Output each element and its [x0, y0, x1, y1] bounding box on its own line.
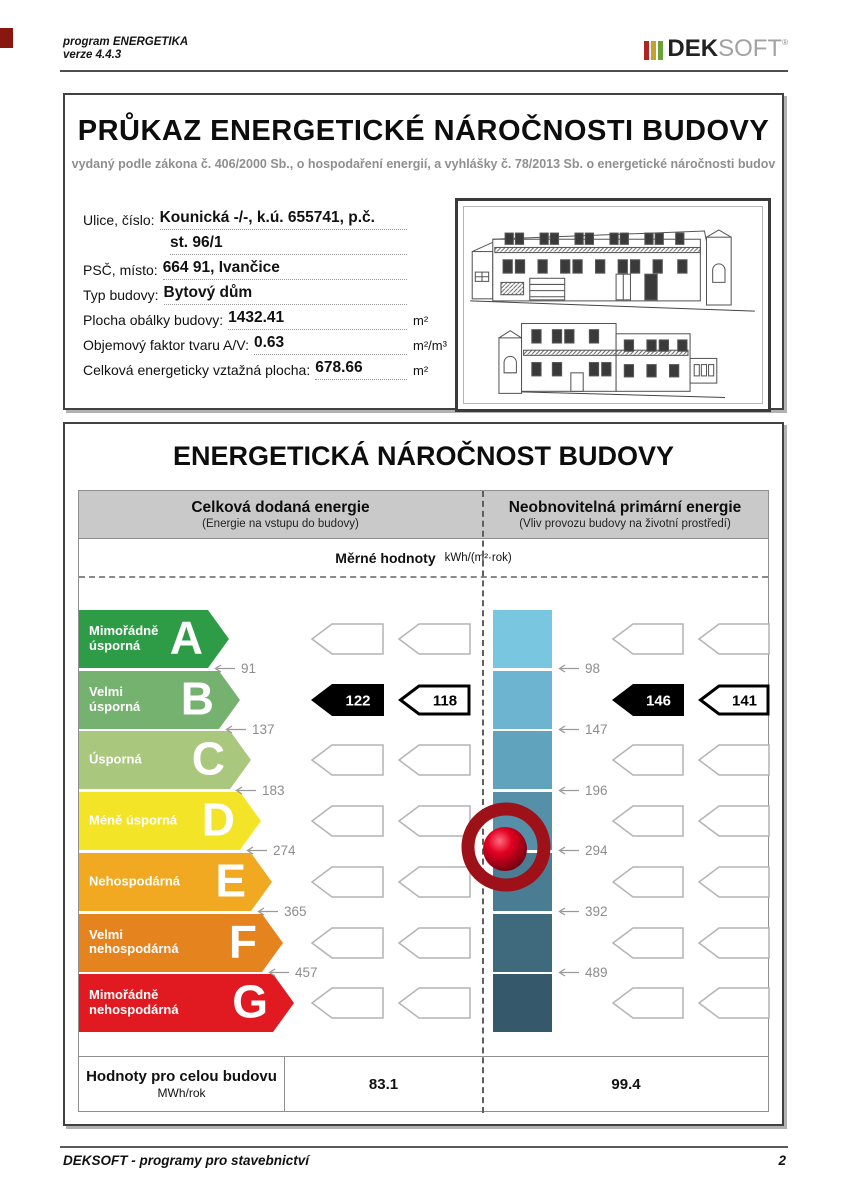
empty-arrow-icon	[612, 927, 684, 959]
field-value: 1432.41	[228, 309, 407, 330]
rating-arrow-slot	[612, 744, 684, 781]
energy-class-label: Méně úsporná	[89, 812, 178, 828]
left-arrow-icon	[212, 664, 236, 673]
delivered-energy-value-arrow	[311, 684, 384, 721]
right-column-header	[482, 491, 768, 538]
threshold-value: 457	[295, 964, 318, 980]
building-field-row	[83, 355, 461, 380]
rating-arrow-slot	[698, 744, 770, 781]
rating-arrow-slot	[612, 623, 684, 660]
logo-bar-yellow	[651, 41, 656, 60]
threshold-left-label	[233, 783, 285, 798]
left-arrow-icon	[556, 664, 580, 673]
energy-class-label: Velmi nehospodárná	[89, 926, 179, 957]
whole-building-unit: MWh/rok	[157, 1086, 206, 1100]
empty-arrow-icon	[698, 987, 770, 1019]
rating-arrow-slot	[698, 866, 770, 903]
whole-building-label-cell	[79, 1057, 285, 1111]
field-unit: m²	[413, 313, 429, 328]
page-number: 2	[778, 1153, 786, 1168]
threshold-value: 137	[252, 722, 275, 738]
empty-arrow-icon	[612, 623, 684, 655]
delivered-energy-reference-arrow	[398, 684, 471, 721]
scale-segment	[493, 671, 552, 729]
energy-band-b	[79, 671, 240, 729]
rating-arrow-slot	[311, 987, 384, 1024]
energy-class-letter: C	[191, 732, 225, 785]
document-subtitle: vydaný podle zákona č. 406/2000 Sb., o hospodaření energií, a vyhlášky č. 78/2013 Sb. o energetické náročnosti budov	[71, 157, 776, 171]
units-label: Měrné hodnoty	[335, 549, 436, 566]
field-value: 0.63	[254, 334, 407, 355]
empty-arrow-icon	[311, 866, 384, 898]
whole-building-value-left: 83.1	[368, 1075, 399, 1093]
threshold-left-label	[266, 965, 318, 980]
empty-arrow-icon	[612, 866, 684, 898]
logo-text-soft: SOFT	[718, 35, 783, 62]
building-field-row	[83, 330, 461, 355]
energy-class-letter: G	[232, 975, 268, 1028]
empty-arrow-icon	[311, 987, 384, 1019]
threshold-left-label	[223, 722, 275, 737]
threshold-value: 294	[585, 843, 608, 859]
program-version: verze 4.4.3	[63, 49, 122, 61]
right-column-title: Neobnovitelná primární energie	[508, 499, 742, 516]
scale-segment	[493, 974, 552, 1032]
rating-arrow-slot	[311, 927, 384, 964]
threshold-left-label	[212, 661, 256, 676]
threshold-right-label	[556, 965, 608, 980]
left-column-title: Celková dodaná energie	[191, 499, 370, 516]
field-unit	[407, 278, 461, 280]
threshold-right-label	[556, 904, 608, 919]
rating-arrow-slot	[311, 744, 384, 781]
energy-class-letter: F	[228, 914, 257, 967]
building-drawing-frame	[455, 198, 771, 412]
title-box	[63, 93, 784, 410]
left-arrow-icon	[233, 786, 257, 795]
field-label: Plocha obálky budovy:	[83, 312, 224, 328]
field-label: Objemový faktor tvaru A/V:	[83, 337, 249, 353]
rating-arrow-slot	[698, 623, 770, 660]
field-value: st. 96/1	[170, 234, 407, 255]
registered-mark-icon: ®	[782, 38, 788, 47]
energy-band-e	[79, 853, 272, 911]
threshold-left-label	[244, 843, 296, 858]
logo-bar-green	[658, 41, 663, 60]
value-arrow-reference-icon	[698, 684, 770, 716]
field-label: Typ budovy:	[83, 287, 159, 303]
threshold-value: 196	[585, 782, 608, 798]
empty-arrow-icon	[398, 987, 471, 1019]
rating-arrow-slot	[698, 805, 770, 842]
footer-rule	[60, 1146, 788, 1148]
energy-class-label: Mimořádně úsporná	[89, 623, 159, 653]
threshold-value: 489	[585, 964, 608, 980]
svg-text:146: 146	[645, 692, 672, 710]
rating-arrow-slot	[698, 987, 770, 1024]
energy-class-letter: B	[180, 672, 214, 725]
left-column-header	[79, 491, 482, 538]
primary-energy-reference-arrow	[698, 684, 770, 721]
field-unit	[407, 303, 461, 305]
threshold-value: 365	[284, 904, 307, 920]
empty-arrow-icon	[311, 927, 384, 959]
threshold-value: 274	[273, 843, 296, 859]
empty-arrow-icon	[698, 623, 770, 655]
threshold-right-label	[556, 843, 608, 858]
building-fields	[83, 205, 461, 380]
energy-class-letter: D	[201, 793, 235, 846]
left-arrow-icon	[556, 907, 580, 916]
rating-arrow-slot	[612, 805, 684, 842]
svg-text:118: 118	[432, 692, 458, 710]
footer-text: DEKSOFT - programy pro stavebnictví	[63, 1153, 310, 1168]
rating-arrow-slot	[398, 623, 471, 660]
energy-band-c	[79, 731, 251, 789]
whole-building-value-right: 99.4	[611, 1075, 641, 1093]
field-label: Celková energeticky vztažná plocha:	[83, 362, 311, 378]
empty-arrow-icon	[698, 744, 770, 776]
value-arrow-main-icon	[612, 684, 684, 716]
left-arrow-icon	[556, 968, 580, 977]
threshold-right-label	[556, 722, 608, 737]
field-unit	[407, 253, 461, 255]
left-arrow-icon	[266, 968, 290, 977]
right-column-subtitle: (Vliv provozu budovy na životní prostředí)	[519, 518, 731, 530]
left-arrow-icon	[255, 907, 279, 916]
value-arrow-main-icon	[311, 684, 384, 716]
left-arrow-icon	[223, 725, 247, 734]
scale-segment	[493, 914, 552, 972]
empty-arrow-icon	[698, 927, 770, 959]
empty-arrow-icon	[311, 805, 384, 837]
building-drawing	[463, 206, 763, 404]
energy-chart-box	[63, 422, 784, 1126]
empty-arrow-icon	[398, 927, 471, 959]
empty-arrow-icon	[311, 744, 384, 776]
empty-arrow-icon	[612, 744, 684, 776]
energy-class-label: Velmi úsporná	[89, 683, 141, 714]
field-value: Bytový dům	[164, 284, 408, 305]
threshold-value: 91	[241, 661, 257, 677]
threshold-value: 147	[585, 722, 608, 738]
threshold-left-label	[255, 904, 307, 919]
deksoft-logo	[644, 37, 788, 61]
rating-marker-icon	[451, 793, 561, 908]
whole-building-label: Hodnoty pro celou budovu	[86, 1068, 277, 1085]
document-title: PRŮKAZ ENERGETICKÉ NÁROČNOSTI BUDOVY	[77, 115, 770, 147]
energy-band-f	[79, 914, 283, 972]
field-label: Ulice, číslo:	[83, 212, 155, 228]
rating-arrow-slot	[612, 866, 684, 903]
building-field-row	[83, 255, 461, 280]
scale-segment	[493, 610, 552, 668]
building-field-row	[83, 205, 461, 230]
field-label: PSČ, místo:	[83, 262, 158, 278]
whole-building-row	[79, 1056, 768, 1111]
program-name: program ENERGETIKA	[63, 36, 189, 48]
field-unit: m²/m³	[413, 338, 447, 353]
primary-energy-value-arrow	[612, 684, 684, 721]
left-arrow-icon	[556, 725, 580, 734]
value-arrow-reference-icon	[398, 684, 471, 716]
rating-arrow-slot	[398, 987, 471, 1024]
units-value: kWh/(m²·rok)	[444, 551, 512, 564]
logo-text-dek: DEK	[667, 35, 719, 62]
chart-column-headers	[79, 491, 768, 539]
rating-arrow-slot	[612, 927, 684, 964]
rating-arrow-slot	[698, 927, 770, 964]
threshold-value: 98	[585, 661, 601, 677]
page-corner-mark	[0, 28, 13, 48]
energy-class-label: Mimořádně nehospodárná	[89, 987, 179, 1018]
field-value: 678.66	[315, 359, 407, 380]
field-unit: m²	[413, 363, 429, 378]
energy-band-g	[79, 974, 294, 1032]
svg-text:122: 122	[345, 692, 371, 710]
scale-segment	[493, 731, 552, 789]
rating-arrow-slot	[398, 927, 471, 964]
units-row	[79, 539, 768, 578]
empty-arrow-icon	[698, 805, 770, 837]
program-version-label	[63, 36, 188, 62]
rating-arrow-slot	[612, 987, 684, 1024]
field-value: 664 91, Ivančice	[163, 259, 407, 280]
energy-class-label: Nehospodárná	[89, 873, 181, 889]
empty-arrow-icon	[612, 805, 684, 837]
field-value: Kounická -/-, k.ú. 655741, p.č.	[160, 209, 407, 230]
empty-arrow-icon	[612, 987, 684, 1019]
chart-area	[78, 490, 769, 1112]
field-unit	[407, 228, 461, 230]
deksoft-logo-bars-icon	[644, 41, 663, 60]
empty-arrow-icon	[311, 623, 384, 655]
energy-class-letter: E	[215, 854, 246, 907]
threshold-right-label	[556, 783, 608, 798]
left-arrow-icon	[244, 846, 268, 855]
logo-bar-red	[644, 41, 649, 60]
header-rule	[60, 70, 788, 72]
rating-arrow-slot	[311, 623, 384, 660]
building-field-row	[83, 230, 461, 255]
empty-arrow-icon	[398, 744, 471, 776]
rating-arrow-slot	[311, 866, 384, 903]
chart-title: ENERGETICKÁ NÁROČNOST BUDOVY	[172, 441, 675, 471]
building-field-row	[83, 280, 461, 305]
svg-text:141: 141	[731, 692, 758, 710]
energy-class-letter: A	[169, 611, 203, 664]
energy-band-d	[79, 792, 261, 850]
threshold-right-label	[556, 661, 600, 676]
energy-band-a	[79, 610, 229, 668]
threshold-value: 183	[262, 782, 285, 798]
building-field-row	[83, 305, 461, 330]
empty-arrow-icon	[698, 866, 770, 898]
rating-arrow-slot	[398, 744, 471, 781]
rating-arrow-slot	[311, 805, 384, 842]
left-column-subtitle: (Energie na vstupu do budovy)	[202, 518, 359, 530]
threshold-value: 392	[585, 904, 608, 920]
empty-arrow-icon	[398, 623, 471, 655]
energy-class-label: Úsporná	[89, 751, 142, 767]
